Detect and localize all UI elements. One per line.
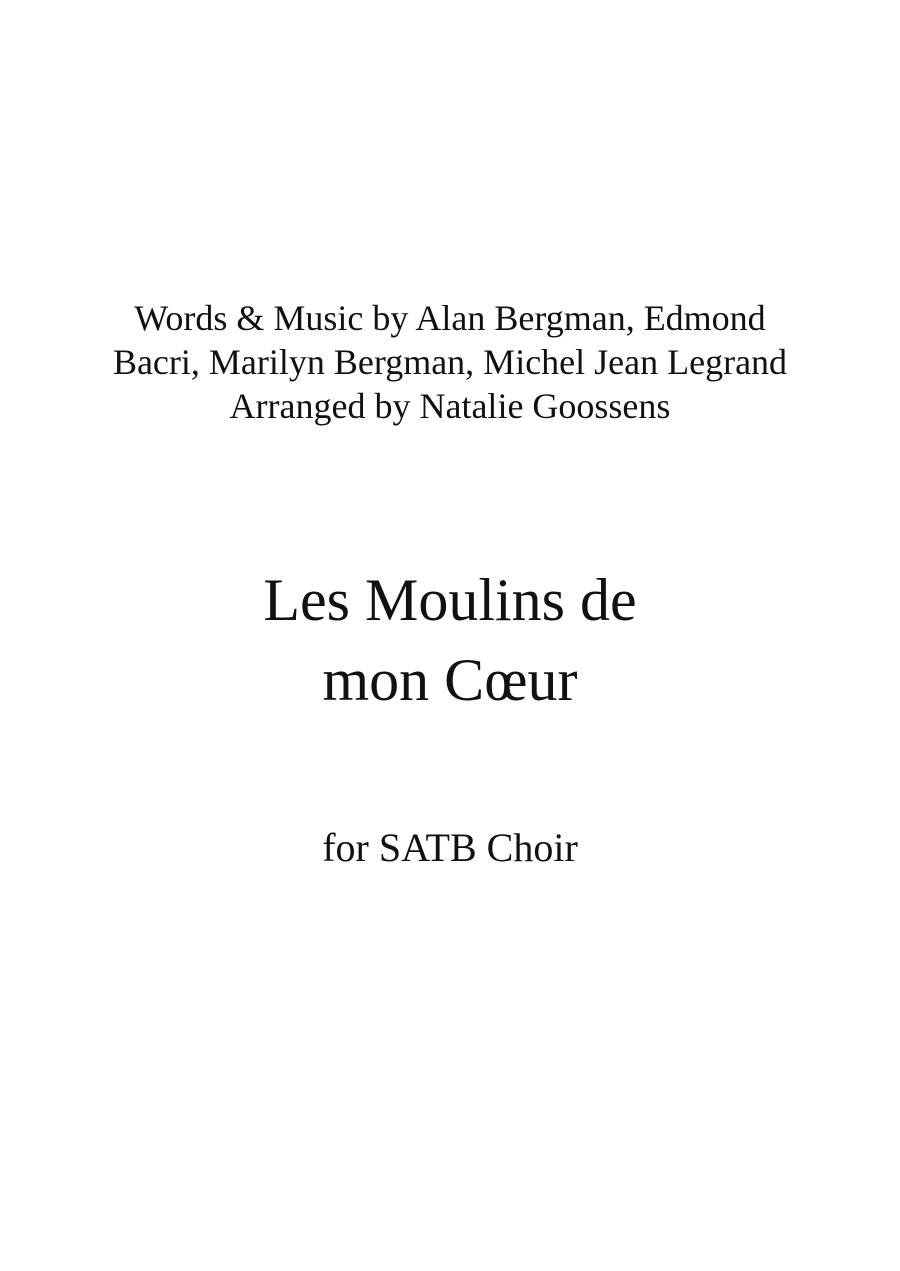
credit-line-composers: Bacri, Marilyn Bergman, Michel Jean Legrand (112, 342, 788, 382)
piece-title (0, 560, 900, 720)
title-line-2: mon Cœur (322, 647, 578, 713)
title-line-1: Les Moulins de (263, 567, 637, 633)
credit-line-words-music: Words & Music by Alan Bergman, Edmond (134, 298, 766, 338)
composer-credits (0, 296, 900, 428)
credit-line-arranger: Arranged by Natalie Goossens (229, 386, 671, 426)
instrumentation-subtitle: for SATB Choir (322, 825, 578, 870)
